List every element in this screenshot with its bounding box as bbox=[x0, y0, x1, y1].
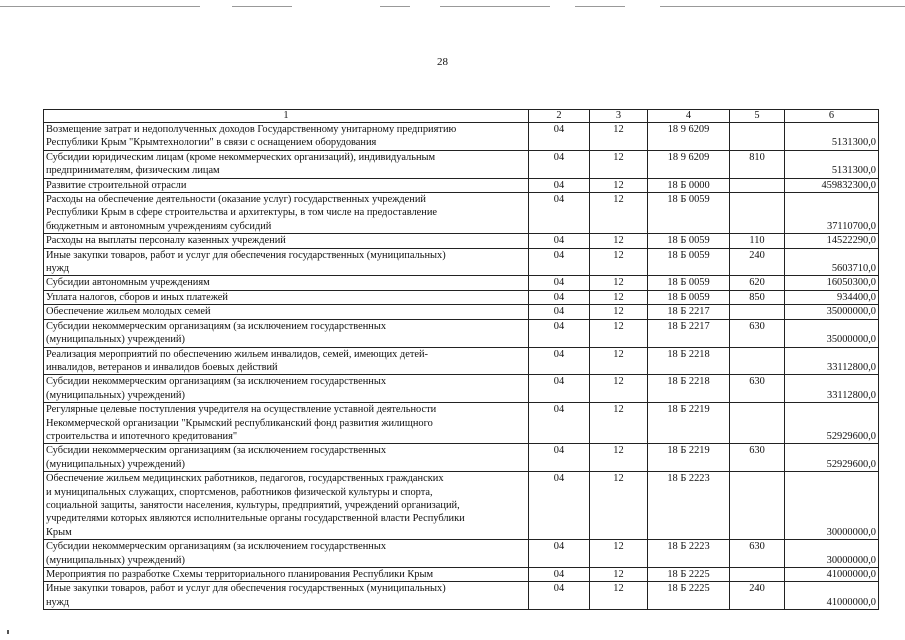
subsection-code-cell: 12 bbox=[590, 444, 648, 472]
row-name-line: Расходы на обеспечение деятельности (оказание услуг) государственных учреждений bbox=[46, 194, 426, 206]
row-name-line: Возмещение затрат и недополученных доходов Государственному унитарному предприятию bbox=[46, 124, 457, 135]
row-name-line: Субсидии юридическим лицам (кроме некоммерческих организаций), индивидуальным bbox=[46, 151, 436, 163]
target-article-code-cell: 18 Б 2218 bbox=[648, 375, 730, 403]
expense-type-code-cell bbox=[730, 178, 785, 192]
row-name-cell bbox=[44, 234, 529, 248]
section-code-cell: 04 bbox=[529, 375, 590, 403]
section-code-cell: 04 bbox=[529, 403, 590, 444]
table-row bbox=[44, 305, 879, 319]
subsection-code-cell: 12 bbox=[590, 305, 648, 319]
header-cell: 2 bbox=[529, 110, 590, 123]
table-row bbox=[44, 178, 879, 192]
target-article-code-cell: 18 9 6209 bbox=[648, 150, 730, 178]
row-name-line: Субсидии некоммерческим организациям (за исключением государственных bbox=[46, 541, 387, 553]
row-name-line: учредителями которых являются исполнительные органы государственной власти Республики bbox=[46, 513, 465, 525]
expense-type-code-cell bbox=[730, 472, 785, 540]
expense-type-code-cell: 240 bbox=[730, 582, 785, 610]
row-name-cell bbox=[44, 305, 529, 319]
target-article-code-cell: 18 Б 2225 bbox=[648, 568, 730, 582]
table-row bbox=[44, 540, 879, 568]
expense-type-code-cell bbox=[730, 403, 785, 444]
header-cell: 6 bbox=[785, 110, 879, 123]
section-code-cell: 04 bbox=[529, 568, 590, 582]
row-name-cell bbox=[44, 276, 529, 290]
scan-top-edge bbox=[0, 6, 905, 9]
expense-type-code-cell: 630 bbox=[730, 375, 785, 403]
table-row bbox=[44, 582, 879, 610]
row-name-cell bbox=[44, 444, 529, 472]
row-name-line: предпринимателям, физическим лицам bbox=[46, 165, 220, 177]
expense-type-code-cell: 620 bbox=[730, 276, 785, 290]
amount-cell: 33112800,0 bbox=[785, 347, 879, 375]
amount-cell: 30000000,0 bbox=[785, 540, 879, 568]
row-name-line: Уплата налогов, сборов и иных платежей bbox=[46, 291, 228, 303]
target-article-code-cell: 18 Б 2219 bbox=[648, 403, 730, 444]
subsection-code-cell: 12 bbox=[590, 234, 648, 248]
row-name-cell bbox=[44, 123, 529, 151]
row-name-cell bbox=[44, 375, 529, 403]
row-name-line: нужд bbox=[46, 263, 70, 275]
subsection-code-cell: 12 bbox=[590, 319, 648, 347]
expense-type-code-cell: 630 bbox=[730, 444, 785, 472]
row-name-line: (муниципальных) учреждений) bbox=[46, 554, 185, 566]
subsection-code-cell: 12 bbox=[590, 178, 648, 192]
subsection-code-cell: 12 bbox=[590, 347, 648, 375]
section-code-cell: 04 bbox=[529, 582, 590, 610]
table-row bbox=[44, 444, 879, 472]
section-code-cell: 04 bbox=[529, 444, 590, 472]
amount-cell: 52929600,0 bbox=[785, 403, 879, 444]
subsection-code-cell: 12 bbox=[590, 193, 648, 234]
target-article-code-cell: 18 Б 2218 bbox=[648, 347, 730, 375]
row-name-line: (муниципальных) учреждений) bbox=[46, 389, 185, 401]
expense-type-code-cell bbox=[730, 347, 785, 375]
table-row bbox=[44, 193, 879, 234]
subsection-code-cell: 12 bbox=[590, 248, 648, 276]
row-name-cell bbox=[44, 347, 529, 375]
row-name-line: инвалидов, ветеранов и инвалидов боевых действий bbox=[46, 361, 278, 373]
row-name-cell bbox=[44, 540, 529, 568]
amount-cell: 5131300,0 bbox=[785, 150, 879, 178]
amount-cell: 459832300,0 bbox=[785, 178, 879, 192]
expense-type-code-cell bbox=[730, 193, 785, 234]
target-article-code-cell: 18 Б 0000 bbox=[648, 178, 730, 192]
table-row bbox=[44, 150, 879, 178]
header-cell: 4 bbox=[648, 110, 730, 123]
table-row bbox=[44, 375, 879, 403]
row-name-line: Субсидии автономным учреждениям bbox=[46, 277, 210, 289]
subsection-code-cell: 12 bbox=[590, 403, 648, 444]
target-article-code-cell: 18 Б 0059 bbox=[648, 276, 730, 290]
row-name-line: Мероприятия по разработке Схемы территориального планирования Республики Крым bbox=[46, 569, 434, 580]
header-cell: 1 bbox=[44, 110, 529, 123]
row-name-cell bbox=[44, 403, 529, 444]
amount-cell: 14522290,0 bbox=[785, 234, 879, 248]
expense-type-code-cell: 850 bbox=[730, 290, 785, 304]
target-article-code-cell: 18 Б 0059 bbox=[648, 193, 730, 234]
expense-type-code-cell bbox=[730, 568, 785, 582]
amount-cell: 41000000,0 bbox=[785, 582, 879, 610]
row-name-cell bbox=[44, 568, 529, 582]
section-code-cell: 04 bbox=[529, 193, 590, 234]
row-name-line: Развитие строительной отрасли bbox=[46, 179, 187, 191]
row-name-line: Субсидии некоммерческим организациям (за исключением государственных bbox=[46, 445, 387, 457]
section-code-cell: 04 bbox=[529, 347, 590, 375]
expense-type-code-cell: 240 bbox=[730, 248, 785, 276]
subsection-code-cell: 12 bbox=[590, 582, 648, 610]
expense-type-code-cell: 810 bbox=[730, 150, 785, 178]
header-cell: 5 bbox=[730, 110, 785, 123]
amount-cell: 934400,0 bbox=[785, 290, 879, 304]
section-code-cell: 04 bbox=[529, 472, 590, 540]
target-article-code-cell: 18 9 6209 bbox=[648, 123, 730, 151]
row-name-line: бюджетным и автономным учреждениям субсидий bbox=[46, 220, 272, 232]
amount-cell: 5603710,0 bbox=[785, 248, 879, 276]
amount-cell: 33112800,0 bbox=[785, 375, 879, 403]
subsection-code-cell: 12 bbox=[590, 123, 648, 151]
amount-cell: 37110700,0 bbox=[785, 193, 879, 234]
amount-cell: 41000000,0 bbox=[785, 568, 879, 582]
target-article-code-cell: 18 Б 0059 bbox=[648, 248, 730, 276]
row-name-line: Субсидии некоммерческим организациям (за исключением государственных bbox=[46, 376, 387, 388]
row-name-cell bbox=[44, 290, 529, 304]
section-code-cell: 04 bbox=[529, 540, 590, 568]
subsection-code-cell: 12 bbox=[590, 150, 648, 178]
target-article-code-cell: 18 Б 2217 bbox=[648, 319, 730, 347]
section-code-cell: 04 bbox=[529, 319, 590, 347]
section-code-cell: 04 bbox=[529, 234, 590, 248]
row-name-cell bbox=[44, 193, 529, 234]
amount-cell: 35000000,0 bbox=[785, 319, 879, 347]
section-code-cell: 04 bbox=[529, 248, 590, 276]
row-name-line: строительства и ипотечного кредитования" bbox=[46, 430, 238, 442]
row-name-cell bbox=[44, 248, 529, 276]
row-name-line: Обеспечение жильем молодых семей bbox=[46, 306, 211, 318]
header-cell: 3 bbox=[590, 110, 648, 123]
row-name-cell bbox=[44, 150, 529, 178]
table-row bbox=[44, 234, 879, 248]
row-name-line: Крым bbox=[46, 526, 72, 538]
row-name-cell bbox=[44, 582, 529, 610]
subsection-code-cell: 12 bbox=[590, 290, 648, 304]
amount-cell: 30000000,0 bbox=[785, 472, 879, 540]
row-name-line: Иные закупки товаров, работ и услуг для обеспечения государственных (муниципальных) bbox=[46, 249, 446, 261]
target-article-code-cell: 18 Б 2223 bbox=[648, 540, 730, 568]
table-row bbox=[44, 276, 879, 290]
subsection-code-cell: 12 bbox=[590, 568, 648, 582]
table-row bbox=[44, 568, 879, 582]
amount-cell: 52929600,0 bbox=[785, 444, 879, 472]
subsection-code-cell: 12 bbox=[590, 276, 648, 290]
table-row bbox=[44, 248, 879, 276]
target-article-code-cell: 18 Б 2217 bbox=[648, 305, 730, 319]
row-name-line: Расходы на выплаты персоналу казенных учреждений bbox=[46, 235, 286, 247]
row-name-line: Республики Крым в сфере строительства и архитектуры, в том числе на предоставление bbox=[46, 207, 437, 219]
section-code-cell: 04 bbox=[529, 150, 590, 178]
section-code-cell: 04 bbox=[529, 178, 590, 192]
target-article-code-cell: 18 Б 2225 bbox=[648, 582, 730, 610]
target-article-code-cell: 18 Б 2219 bbox=[648, 444, 730, 472]
expense-type-code-cell: 110 bbox=[730, 234, 785, 248]
budget-table bbox=[43, 109, 879, 610]
section-code-cell: 04 bbox=[529, 123, 590, 151]
expense-type-code-cell bbox=[730, 123, 785, 151]
row-name-line: Республики Крым "Крымтехнологии" в связи с оснащением оборудования bbox=[46, 137, 377, 149]
table-row bbox=[44, 403, 879, 444]
row-name-line: социальной защиты, занятости населения, культуры, предприятий, учреждений организаций, bbox=[46, 499, 460, 511]
row-name-line: (муниципальных) учреждений) bbox=[46, 458, 185, 470]
table-row bbox=[44, 472, 879, 540]
scan-margin-mark bbox=[7, 630, 9, 634]
row-name-line: нужд bbox=[46, 596, 70, 608]
section-code-cell: 04 bbox=[529, 305, 590, 319]
target-article-code-cell: 18 Б 2223 bbox=[648, 472, 730, 540]
row-name-line: (муниципальных) учреждений) bbox=[46, 334, 185, 346]
amount-cell: 5131300,0 bbox=[785, 123, 879, 151]
row-name-line: Обеспечение жильем медицинских работников, педагогов, государственных гражданских bbox=[46, 473, 444, 485]
subsection-code-cell: 12 bbox=[590, 375, 648, 403]
row-name-line: Субсидии некоммерческим организациям (за исключением государственных bbox=[46, 320, 387, 332]
row-name-line: и муниципальных служащих, спортсменов, работников физической культуры и спорта, bbox=[46, 486, 433, 498]
page-number: 28 bbox=[437, 56, 448, 68]
row-name-line: Некоммерческой организации "Крымский республиканский фонд развития жилищного bbox=[46, 417, 433, 429]
section-code-cell: 04 bbox=[529, 276, 590, 290]
table-row bbox=[44, 290, 879, 304]
row-name-cell bbox=[44, 178, 529, 192]
expense-type-code-cell: 630 bbox=[730, 540, 785, 568]
target-article-code-cell: 18 Б 0059 bbox=[648, 234, 730, 248]
row-name-cell bbox=[44, 472, 529, 540]
target-article-code-cell: 18 Б 0059 bbox=[648, 290, 730, 304]
expense-type-code-cell bbox=[730, 305, 785, 319]
table-row bbox=[44, 319, 879, 347]
table-row bbox=[44, 347, 879, 375]
row-name-line: Иные закупки товаров, работ и услуг для обеспечения государственных (муниципальных) bbox=[46, 583, 446, 595]
row-name-line: Реализация мероприятий по обеспечению жильем инвалидов, семей, имеющих детей- bbox=[46, 348, 428, 360]
row-name-cell bbox=[44, 319, 529, 347]
table-row bbox=[44, 123, 879, 151]
subsection-code-cell: 12 bbox=[590, 540, 648, 568]
row-name-line: Регулярные целевые поступления учредителя на осуществление уставной деятельности bbox=[46, 404, 437, 416]
table-body bbox=[44, 123, 879, 610]
section-code-cell: 04 bbox=[529, 290, 590, 304]
table-header-row bbox=[44, 110, 879, 123]
amount-cell: 16050300,0 bbox=[785, 276, 879, 290]
amount-cell: 35000000,0 bbox=[785, 305, 879, 319]
expense-type-code-cell: 630 bbox=[730, 319, 785, 347]
subsection-code-cell: 12 bbox=[590, 472, 648, 540]
